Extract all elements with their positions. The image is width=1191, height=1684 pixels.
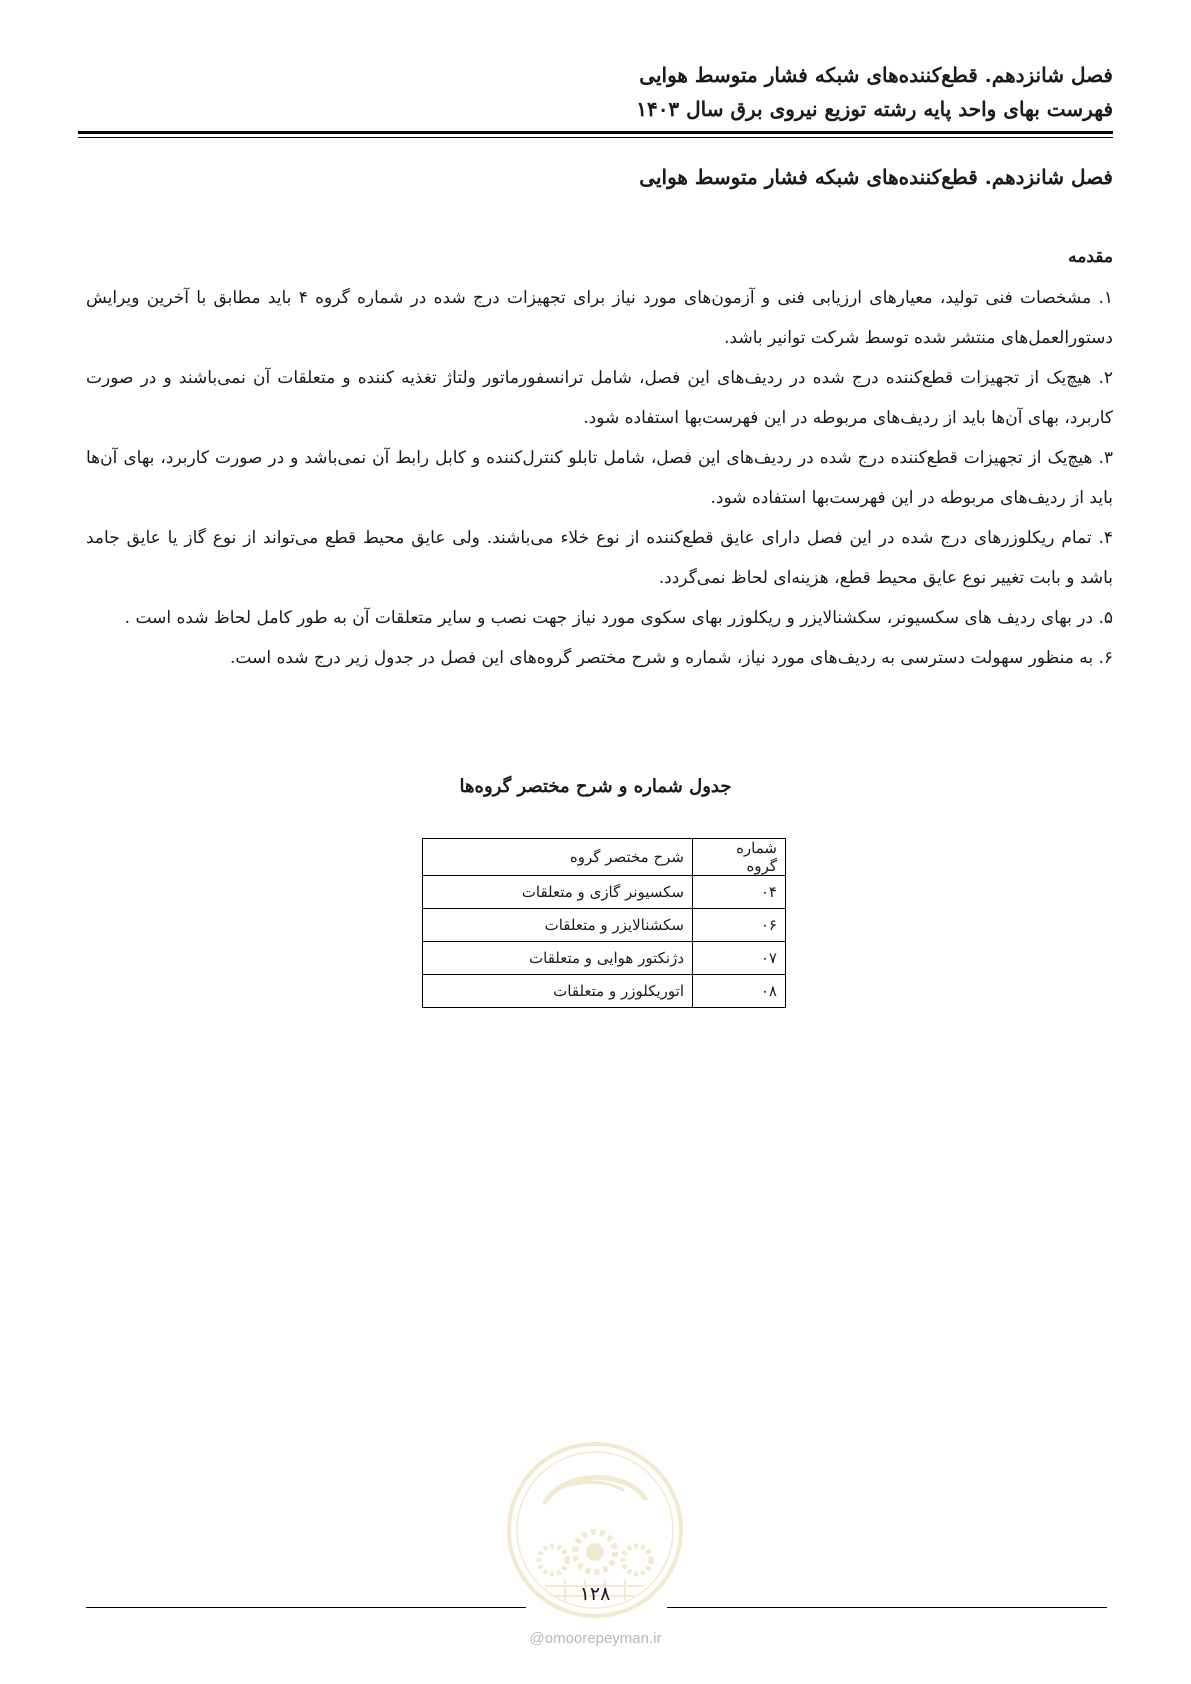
intro-heading: مقدمه bbox=[1068, 247, 1113, 267]
group-description-cell: سکسیونر گازی و متعلقات bbox=[423, 876, 693, 909]
group-number-cell: ۰۶ bbox=[693, 909, 786, 942]
table-row bbox=[423, 975, 786, 1008]
footer-rule-right bbox=[667, 1607, 1107, 1608]
header-group-number: شماره گروه bbox=[693, 839, 786, 876]
intro-list bbox=[86, 278, 1113, 678]
group-description-cell: سکشنالایزر و متعلقات bbox=[423, 909, 693, 942]
page-header bbox=[78, 58, 1113, 126]
chapter-title: فصل شانزدهم. قطع‌کننده‌های شبکه فشار متوسط هوایی bbox=[639, 165, 1113, 189]
header-rule-thick bbox=[78, 131, 1113, 134]
header-chapter-line: فصل شانزدهم. قطع‌کننده‌های شبکه فشار متوسط هوایی bbox=[639, 63, 1113, 87]
intro-item: ۵. در بهای ردیف های سکسیونر، سکشنالایزر و ریکلوزر بهای سکوی مورد نیاز جهت نصب و سایر متعلقات آن به طور کامل لحاظ شده است . bbox=[124, 608, 1113, 628]
table-row bbox=[423, 876, 786, 909]
header-document-line: فهرست بهای واحد پایه رشته توزیع نیروی برق سال ۱۴۰۳ bbox=[636, 97, 1113, 121]
group-description-cell: اتوریکلوزر و متعلقات bbox=[423, 975, 693, 1008]
group-number-cell: ۰۸ bbox=[693, 975, 786, 1008]
table-row bbox=[423, 909, 786, 942]
header-group-description: شرح مختصر گروه bbox=[423, 839, 693, 876]
watermark-url: @omoorepeyman.ir bbox=[529, 1630, 662, 1647]
groups-table bbox=[422, 838, 786, 1008]
intro-item: ۴. تمام ریکلوزرهای درج شده در این فصل دارای عایق قطع‌کننده از نوع خلاء می‌باشند. ولی عایق محیط قطع می‌تواند از نوع گاز یا عایق جامد باشد و بابت تغییر نوع عایق محیط قطع، هزینه‌ای لحاظ نمی‌گردد. bbox=[86, 528, 1113, 588]
header-rule-thin bbox=[78, 137, 1113, 138]
table-row bbox=[423, 942, 786, 975]
intro-item: ۱. مشخصات فنی تولید، معیارهای ارزیابی فنی و آزمون‌های مورد نیاز برای تجهیزات درج شده در شماره گروه ۴ باید مطابق با آخرین ویرایش دستورالعمل‌های منتشر شده توسط شرکت توانیر باشد. bbox=[86, 288, 1114, 348]
page-number: ۱۲۸ bbox=[579, 1583, 611, 1605]
table-header-row bbox=[423, 839, 786, 876]
group-number-cell: ۰۷ bbox=[693, 942, 786, 975]
group-number-cell: ۰۴ bbox=[693, 876, 786, 909]
group-description-cell: دژنکتور هوایی و متعلقات bbox=[423, 942, 693, 975]
intro-item: ۶. به منظور سهولت دسترسی به ردیف‌های مورد نیاز، شماره و شرح مختصر گروه‌های این فصل در جدول زیر درج شده است. bbox=[230, 648, 1113, 668]
footer-rule-left bbox=[86, 1607, 526, 1608]
intro-item: ۳. هیچ‌یک از تجهیزات قطع‌کننده درج شده در ردیف‌های این فصل، شامل تابلو کنترل‌کننده و کابل رابط آن نمی‌باشد و در صورت کاربرد، بهای آن‌ها باید از ردیف‌های مربوطه در این فهرست‌بها استفاده شود. bbox=[86, 448, 1113, 508]
table-title: جدول شماره و شرح مختصر گروه‌ها bbox=[459, 776, 732, 797]
intro-item: ۲. هیچ‌یک از تجهیزات قطع‌کننده درج شده در ردیف‌های این فصل، شامل ترانسفورماتور ولتاژ تغذیه کننده و متعلقات آن نمی‌باشند و در صورت کاربرد، بهای آن‌ها باید از ردیف‌های مربوطه در این فهرست‌بها استفاده شود. bbox=[86, 368, 1113, 428]
